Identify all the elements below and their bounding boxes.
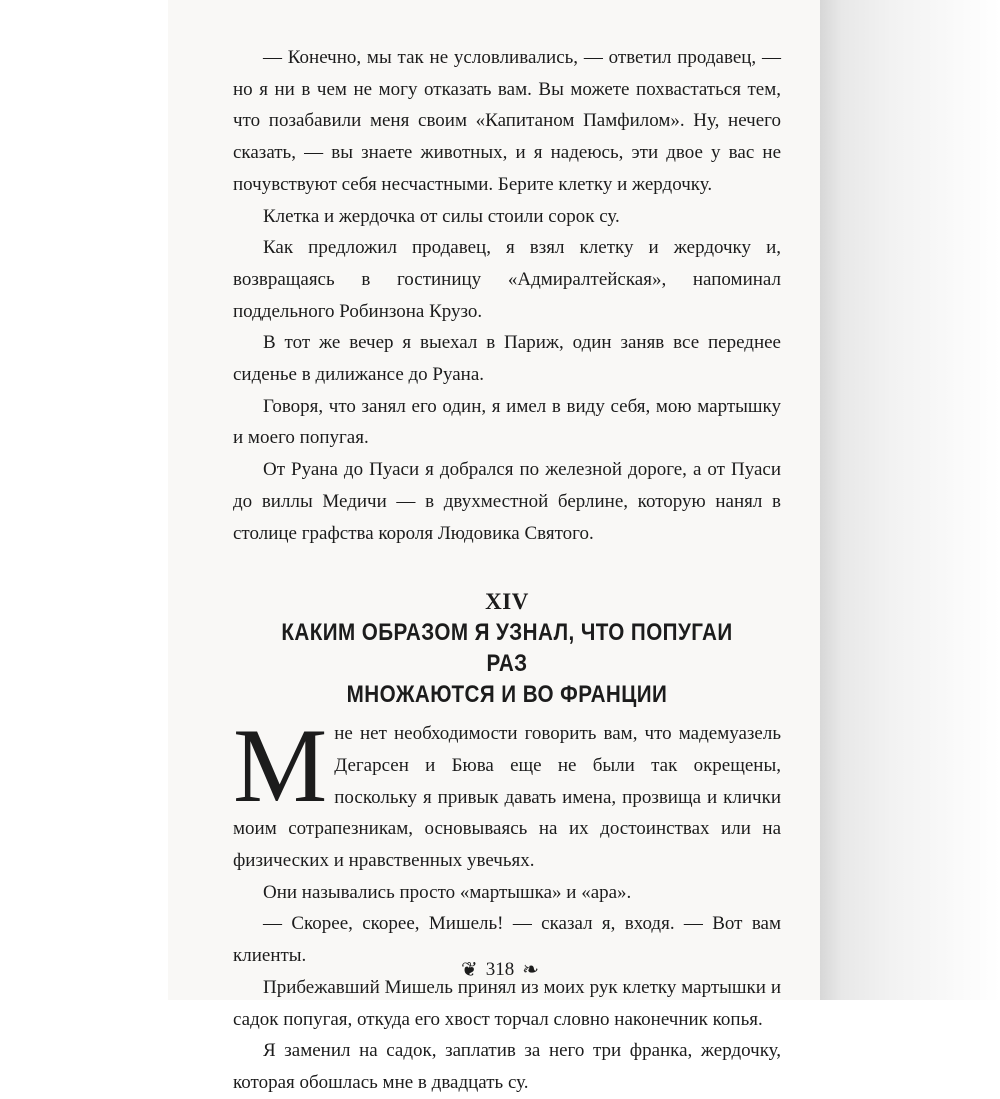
paragraph: Они назывались просто «мартышка» и «ара». [263, 881, 632, 903]
paragraph: От Руана до Пуаси я добрался по железной дороге, а от Пуаси до виллы Медичи — в двухместной берлине, которую нанял в столице графства короля Людовика Святого. [233, 459, 781, 544]
chapter-title-line-2: МНОЖАЮТСЯ И ВО ФРАНЦИИ [346, 681, 668, 709]
fleuron-left-icon: ❦ [460, 959, 478, 981]
chapter-number: XIV [485, 589, 529, 615]
first-paragraph-text: не нет необходимости говорить вам, что мадемуазель Дегарсен и Бюва еще не были так окрещены, поскольку я привык давать имена, прозвища и клички моим сотрапезникам, основываясь на их достоинствах или на физических и нравственных увечьях. [233, 723, 781, 872]
page-number: 318 [485, 959, 515, 980]
page-text-block [233, 42, 781, 1099]
chapter-heading [233, 587, 781, 710]
paragraph: Говоря, что занял его один, я имел в виду себя, мою мартышку и моего попугая. [233, 395, 781, 449]
fleuron-right-icon: ❧ [522, 959, 540, 981]
paragraph: — Скорее, скорее, Мишель! — сказал я, входя. — Вот вам клиенты. [233, 913, 781, 967]
drop-cap: М [233, 707, 325, 825]
paragraph: Клетка и жердочка от силы стоили сорок су. [263, 205, 620, 227]
paragraph-first [233, 707, 781, 877]
paragraph: Как предложил продавец, я взял клетку и жердочку и, возвращаясь в гостиницу «Адмиралтейская», напоминал поддельного Робинзона Крузо. [233, 237, 781, 322]
paragraph: В тот же вечер я выехал в Париж, один заняв все переднее сиденье в дилижансе до Руана. [233, 332, 781, 386]
page-edge-shadow [820, 0, 1000, 1000]
paragraph: Прибежавший Мишель принял из моих рук клетку мартышки и садок попугая, откуда его хвост торчал словно наконечник копья. [233, 976, 781, 1030]
chapter-opening [233, 707, 781, 877]
page-number-footer [440, 955, 560, 985]
chapter-title-line-1: КАКИМ ОБРАЗОМ Я УЗНАЛ, ЧТО ПОПУГАИ РАЗ [281, 619, 733, 678]
paragraph: Я заменил на садок, заплатив за него три франка, жердочку, которая обошлась мне в двадцать су. [233, 1040, 781, 1093]
paragraph: — Конечно, мы так не условливались, — ответил продавец, — но я ни в чем не могу отказать вам. Вы можете похвастаться тем, что позабавили меня своим «Капитаном Памфилом». Ну, нечего сказать, — вы знаете животных, и я надеюсь, эти двое у вас не почувствуют себя несчастными. Берите клетку и жердочку. [233, 47, 781, 195]
